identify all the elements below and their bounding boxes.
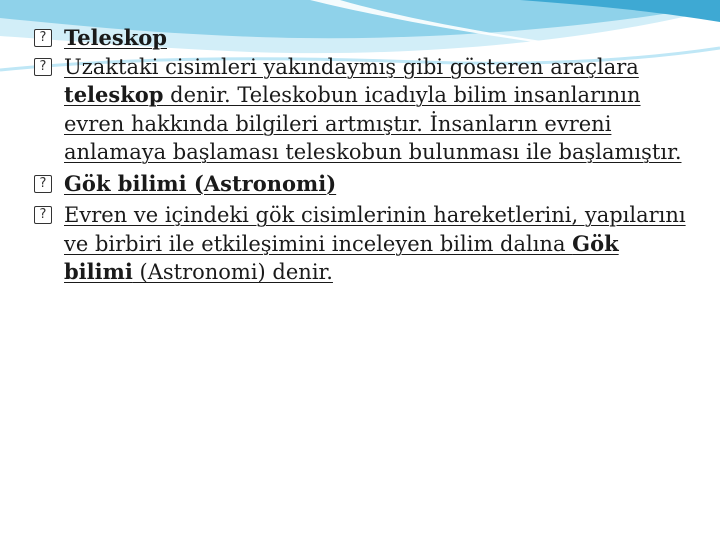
heading-gok-bilimi	[34, 170, 694, 199]
paragraph-teleskop-part2: denir. Teleskobun icadıyla bilim insanlarının evren hakkında bilgileri artmıştır. İnsanların evreni anlamaya başlaması teleskobun bulunması ile başlamıştır.	[64, 83, 682, 164]
paragraph-teleskop-part1: Uzaktaki cisimleri yakındaymış gibi gösteren araçlara	[64, 54, 639, 79]
paragraph-gok-bilimi-part2: (Astronomi) denir.	[132, 260, 333, 284]
paragraph-teleskop-bold: teleskop	[64, 82, 164, 107]
heading-teleskop-text: Teleskop	[64, 25, 167, 50]
paragraph-gok-bilimi-bold: Gök bilimi	[64, 230, 619, 284]
paragraph-teleskop	[34, 53, 694, 167]
heading-teleskop	[34, 24, 694, 53]
bullet-box-icon: ?	[34, 58, 52, 76]
bullet-box-icon: ?	[34, 29, 52, 47]
paragraph-gok-bilimi	[34, 201, 694, 287]
paragraph-gok-bilimi-part1: Evren ve içindeki gök cisimlerinin hareketlerini, yapılarını ve birbiri ile etkileşimini inceleyen bilim dalına	[64, 203, 686, 256]
bullet-box-icon: ?	[34, 175, 52, 193]
heading-gok-bilimi-text: Gök bilimi (Astronomi)	[64, 170, 337, 196]
bullet-box-icon: ?	[34, 206, 52, 224]
slide-content	[34, 24, 694, 287]
